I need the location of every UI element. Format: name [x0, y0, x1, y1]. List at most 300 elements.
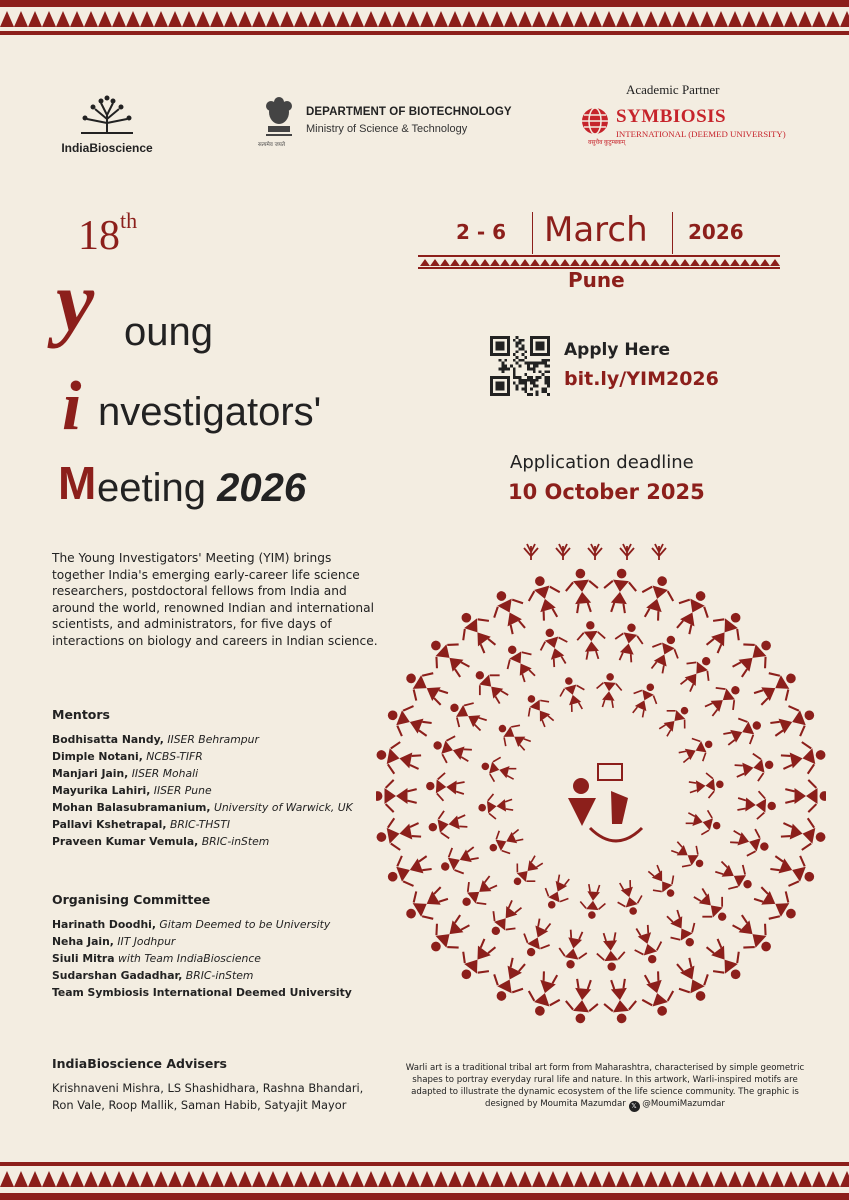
list-item: Mohan Balasubramanium, University of Warwick, UK	[52, 801, 353, 814]
warli-figure	[421, 630, 475, 683]
border-motif	[784, 1171, 798, 1187]
list-item: Manjari Jain, IISER Mohali	[52, 767, 199, 780]
warli-figure	[642, 861, 683, 904]
event-dates	[448, 206, 768, 258]
dbt-logo	[258, 96, 518, 150]
date-divider-right	[672, 212, 673, 254]
list-item: Praveen Kumar Vemula, BRIC-inStem	[52, 835, 270, 848]
warli-figure	[519, 689, 560, 732]
event-city: Pune	[568, 268, 625, 292]
border-motif	[728, 11, 742, 27]
border-motif	[826, 11, 840, 27]
scientist-head	[573, 778, 589, 794]
border-motif	[168, 11, 182, 27]
warli-figure	[421, 908, 475, 961]
border-motif	[70, 11, 84, 27]
border-motif	[154, 1171, 168, 1187]
globe-icon	[580, 106, 610, 136]
border-motif	[112, 1171, 126, 1187]
warli-figure	[595, 672, 623, 708]
title-word-meeting	[97, 466, 306, 511]
warli-figure	[523, 969, 566, 1020]
title-word-young: oung	[124, 310, 213, 354]
band-motif	[500, 259, 510, 266]
border-motif	[154, 11, 168, 27]
band-motif	[450, 259, 460, 266]
band-motif	[700, 259, 710, 266]
border-motif	[42, 1171, 56, 1187]
title-word-investigators: nvestigators'	[98, 390, 322, 434]
border-motif	[560, 1171, 574, 1187]
band-motif	[510, 259, 520, 266]
warli-figure	[767, 699, 820, 745]
warli-figure	[602, 978, 638, 1025]
border-motif	[336, 1171, 350, 1187]
border-motif	[630, 1171, 644, 1187]
border-motif	[686, 1171, 700, 1187]
border-motif	[518, 11, 532, 27]
warli-figure	[779, 738, 826, 778]
tree-icon	[77, 95, 137, 135]
warli-figure	[636, 572, 679, 623]
mentors-list	[52, 731, 382, 850]
border-motif	[616, 11, 630, 27]
band-motif	[530, 259, 540, 266]
warli-figure	[556, 928, 590, 971]
border-motif	[224, 11, 238, 27]
warli-figure	[576, 620, 606, 660]
border-motif	[378, 11, 392, 27]
border-motif	[588, 11, 602, 27]
border-motif	[658, 11, 672, 27]
warli-figure	[676, 731, 718, 769]
warli-figure	[720, 711, 766, 752]
border-motif	[462, 1171, 476, 1187]
border-motif	[490, 11, 504, 27]
committee-list	[52, 916, 382, 1001]
border-motif	[532, 11, 546, 27]
border-motif	[182, 11, 196, 27]
band-motif	[650, 259, 660, 266]
border-motif	[252, 1171, 266, 1187]
band-motif	[590, 259, 600, 266]
border-motif	[546, 11, 560, 27]
microscope-icon	[611, 791, 628, 824]
band-motif	[620, 259, 630, 266]
border-motif	[756, 1171, 770, 1187]
warli-figure	[612, 621, 646, 664]
list-item: Mayurika Lahiri, IISER Pune	[52, 784, 212, 797]
warli-figure	[733, 750, 776, 784]
border-motif	[56, 11, 70, 27]
warli-figure	[517, 915, 558, 961]
apply-link[interactable]: bit.ly/YIM2026	[564, 368, 719, 390]
warli-figure	[485, 954, 533, 1008]
band-motif	[480, 259, 490, 266]
indiabioscience-name: IndiaBioscience	[61, 141, 153, 155]
top-warli-border	[0, 0, 849, 38]
band-motif	[760, 259, 770, 266]
warli-figure	[711, 855, 758, 899]
border-motif	[378, 1171, 392, 1187]
dbt-title: DEPARTMENT OF BIOTECHNOLOGY	[306, 106, 512, 118]
warli-figure	[429, 731, 474, 769]
border-motif	[448, 1171, 462, 1187]
border-motif	[616, 1171, 630, 1187]
border-motif	[798, 11, 812, 27]
border-motif	[714, 11, 728, 27]
warli-figure	[564, 978, 600, 1025]
warli-figure	[669, 585, 717, 639]
warli-figure	[426, 807, 469, 841]
border-motif	[630, 11, 644, 27]
warli-figure	[492, 716, 535, 756]
band-motif	[670, 259, 680, 266]
border-motif	[0, 11, 14, 27]
deadline-label: Application deadline	[510, 452, 694, 473]
border-motif	[672, 11, 686, 27]
warli-figure	[660, 906, 704, 953]
border-motif	[546, 1171, 560, 1187]
warli-figure	[613, 878, 647, 918]
plant-motif	[588, 544, 602, 560]
warli-figure	[726, 630, 780, 683]
warli-figure	[654, 699, 696, 741]
border-motif	[126, 1171, 140, 1187]
warli-figure	[602, 567, 638, 614]
border-motif	[28, 11, 42, 27]
border-motif	[308, 1171, 322, 1187]
border-motif	[196, 11, 210, 27]
border-motif	[532, 1171, 546, 1187]
list-item: Siuli Mitra with Team IndiaBioscience	[52, 952, 261, 965]
border-motif	[406, 11, 420, 27]
border-motif	[812, 1171, 826, 1187]
border-motif	[406, 1171, 420, 1187]
mentors-heading: Mentors	[52, 707, 110, 722]
x-social-icon: 𝕏	[629, 1101, 640, 1112]
warli-figure	[749, 662, 803, 713]
band-motif	[640, 259, 650, 266]
warli-figure	[484, 823, 526, 861]
warli-figure	[629, 923, 667, 968]
warli-figure	[376, 738, 423, 778]
border-motif	[714, 1171, 728, 1187]
border-motif	[84, 1171, 98, 1187]
band-motif	[610, 259, 620, 266]
band-motif	[630, 259, 640, 266]
border-motif	[28, 1171, 42, 1187]
band-motif	[420, 259, 430, 266]
border-motif	[476, 1171, 490, 1187]
qr-code[interactable]	[490, 336, 550, 396]
advisers-heading: IndiaBioscience Advisers	[52, 1056, 227, 1071]
warli-figure	[737, 790, 777, 820]
warli-figure	[767, 848, 820, 894]
border-motif	[238, 11, 252, 27]
date-warli-band	[418, 255, 780, 269]
band-motif	[550, 259, 560, 266]
apply-label: Apply Here	[564, 340, 670, 360]
border-motif	[126, 11, 140, 27]
border-motif	[826, 1171, 840, 1187]
border-motif	[364, 11, 378, 27]
border-motif	[588, 1171, 602, 1187]
warli-figure	[564, 567, 600, 614]
border-motif	[42, 11, 56, 27]
advisers-list: Krishnaveni Mishra, LS Shashidhara, Rashna Bhandari, Ron Vale, Roop Mallik, Saman Habib, Satyajit Mayor	[52, 1081, 364, 1112]
warli-figure	[425, 772, 465, 802]
scientist-body	[568, 798, 596, 826]
warli-figure	[467, 662, 514, 709]
border-motif	[840, 11, 849, 27]
border-motif	[392, 11, 406, 27]
warli-figure	[674, 649, 720, 696]
border-motif	[238, 1171, 252, 1187]
border-motif	[140, 11, 154, 27]
warli-figure	[444, 694, 491, 738]
border-motif	[322, 1171, 336, 1187]
border-motif	[322, 11, 336, 27]
border-motif	[0, 1171, 14, 1187]
warli-figure	[498, 639, 542, 686]
border-motif	[770, 11, 784, 27]
border-motif	[112, 11, 126, 27]
border-motif	[434, 1171, 448, 1187]
border-motif	[420, 11, 434, 27]
border-motif	[224, 1171, 238, 1187]
warli-figure	[436, 840, 482, 881]
band-motif	[580, 259, 590, 266]
event-month: March	[544, 210, 648, 250]
title-letter-i: i	[62, 368, 82, 445]
dbt-subtitle: Ministry of Science & Technology	[306, 123, 468, 135]
border-motif	[686, 11, 700, 27]
symbiosis-motto: वसुधैव कुटुम्बकम्	[588, 140, 626, 146]
border-motif	[602, 1171, 616, 1187]
list-item: Sudarshan Gadadhar, BRIC-inStem	[52, 969, 254, 982]
border-motif	[14, 1171, 28, 1187]
warli-figure	[636, 969, 679, 1020]
border-motif	[812, 11, 826, 27]
warli-figure	[626, 679, 663, 721]
list-item: Pallavi Kshetrapal, BRIC-THSTI	[52, 818, 231, 831]
symbiosis-subtitle: INTERNATIONAL (DEEMED UNIVERSITY)	[616, 129, 786, 139]
border-motif	[728, 1171, 742, 1187]
monitor-icon	[598, 764, 622, 780]
caption-text: Warli art is a traditional tribal art form from Maharashtra, characterised by simple geometric shapes to portray everyday rural life and nature. In this artwork, Warli-inspired motifs are adapted to illustrate the dynamic ecosystem of the life science community. The graphic is designed by Moumita Mazumdar	[405, 1063, 805, 1109]
warli-figure	[644, 630, 685, 676]
plant-motif	[620, 544, 634, 560]
warli-figure	[506, 851, 548, 893]
band-motif	[520, 259, 530, 266]
border-motif	[574, 11, 588, 27]
border-motif	[280, 1171, 294, 1187]
edition-suffix: th	[120, 208, 138, 233]
border-motif	[182, 1171, 196, 1187]
border-motif	[462, 11, 476, 27]
border-motif	[392, 1171, 406, 1187]
border-motif	[210, 1171, 224, 1187]
band-motif	[720, 259, 730, 266]
border-motif	[700, 1171, 714, 1187]
plant-motif	[556, 544, 570, 560]
warli-figure	[376, 780, 417, 812]
event-days: 2 - 6	[456, 220, 507, 244]
border-motif	[168, 1171, 182, 1187]
warli-figure	[523, 572, 566, 623]
artist-handle: @MoumiMazumdar	[642, 1099, 725, 1109]
warli-figure	[485, 585, 533, 639]
warli-figure	[482, 895, 528, 942]
edition-value: 18	[78, 213, 120, 259]
border-motif	[504, 1171, 518, 1187]
symbiosis-logo	[578, 104, 818, 152]
band-motif	[560, 259, 570, 266]
list-item: Harinath Doodhi, Gitam Deemed to be University	[52, 918, 331, 931]
warli-figure	[688, 771, 725, 799]
border-motif	[434, 11, 448, 27]
border-motif	[336, 11, 350, 27]
warli-figure	[398, 662, 452, 713]
warli-figure	[688, 883, 735, 930]
title-letter-y: y	[56, 253, 95, 349]
warli-figure	[382, 699, 435, 745]
warli-figure	[779, 814, 826, 854]
warli-figure	[382, 848, 435, 894]
border-motif	[294, 1171, 308, 1187]
border-motif	[700, 11, 714, 27]
warli-figure	[539, 872, 576, 914]
band-motif	[730, 259, 740, 266]
warli-figure	[535, 625, 573, 670]
band-motif	[470, 259, 480, 266]
border-motif	[756, 11, 770, 27]
border-motif	[658, 1171, 672, 1187]
border-motif	[196, 1171, 210, 1187]
border-motif	[672, 1171, 686, 1187]
border-motif	[280, 11, 294, 27]
band-motif	[750, 259, 760, 266]
border-motif	[140, 1171, 154, 1187]
border-motif	[574, 1171, 588, 1187]
warli-figure	[669, 954, 717, 1008]
warli-figure	[700, 677, 747, 723]
border-motif	[644, 1171, 658, 1187]
artwork-caption	[398, 1062, 812, 1112]
warli-figure	[477, 792, 514, 820]
event-year: 2026	[688, 220, 744, 244]
border-motif	[84, 11, 98, 27]
border-motif	[504, 11, 518, 27]
border-motif	[70, 1171, 84, 1187]
band-motif	[600, 259, 610, 266]
plant-motif	[524, 544, 538, 560]
warli-figure	[667, 836, 710, 876]
border-motif	[56, 1171, 70, 1187]
border-motif	[364, 1171, 378, 1187]
intro-paragraph: The Young Investigators' Meeting (YIM) brings together India's emerging early-career life science researchers, postdoctoral fellows from India and around the world, renowned Indian and international scientists, and administrators, for five days of interactions on biology and careers in Indian science.	[52, 551, 378, 648]
list-item: Bodhisatta Nandy, IISER Behrampur	[52, 733, 259, 746]
warli-figure	[556, 674, 590, 714]
border-motif	[644, 11, 658, 27]
band-motif	[460, 259, 470, 266]
border-motif	[770, 1171, 784, 1187]
border-motif	[742, 1171, 756, 1187]
deadline-date: 10 October 2025	[508, 480, 705, 504]
border-motif	[350, 1171, 364, 1187]
date-divider-left	[532, 212, 533, 254]
border-motif	[210, 11, 224, 27]
border-motif	[448, 11, 462, 27]
title-year: 2026	[217, 466, 307, 510]
warli-figure	[785, 780, 826, 812]
border-motif	[294, 11, 308, 27]
warli-figure	[684, 806, 724, 839]
bottom-warli-border	[0, 1162, 849, 1200]
band-motif	[570, 259, 580, 266]
border-motif	[840, 1171, 849, 1187]
academic-partner-label: Academic Partner	[626, 82, 720, 97]
symbiosis-name: SYMBIOSIS	[616, 106, 727, 127]
border-motif	[798, 1171, 812, 1187]
border-motif	[98, 11, 112, 27]
list-item: Team Symbiosis International Deemed University	[52, 986, 352, 999]
border-motif	[742, 11, 756, 27]
border-motif	[266, 1171, 280, 1187]
band-motif	[440, 259, 450, 266]
border-motif	[266, 11, 280, 27]
border-motif	[350, 11, 364, 27]
warli-figure	[726, 908, 780, 961]
band-motif	[710, 259, 720, 266]
border-motif	[518, 1171, 532, 1187]
band-motif	[690, 259, 700, 266]
band-motif	[490, 259, 500, 266]
band-motif	[430, 259, 440, 266]
border-motif	[602, 11, 616, 27]
border-motif	[252, 11, 266, 27]
band-motif	[770, 259, 780, 266]
border-motif	[560, 11, 574, 27]
dbt-motto: सत्यमेव जयते	[258, 142, 286, 148]
border-motif	[14, 11, 28, 27]
warli-figure	[728, 823, 773, 861]
border-motif	[420, 1171, 434, 1187]
warli-figure	[376, 814, 423, 854]
border-motif	[308, 11, 322, 27]
border-motif	[98, 1171, 112, 1187]
table-arc	[590, 828, 642, 841]
border-motif	[784, 11, 798, 27]
border-motif	[490, 1171, 504, 1187]
warli-spiral-artwork	[376, 536, 826, 1036]
warli-figure	[398, 879, 452, 930]
warli-figure	[455, 870, 502, 916]
band-motif	[740, 259, 750, 266]
band-motif	[660, 259, 670, 266]
band-motif	[540, 259, 550, 266]
list-item: Dimple Notani, NCBS-TIFR	[52, 750, 203, 763]
warli-figure	[596, 932, 626, 972]
committee-heading: Organising Committee	[52, 892, 211, 907]
title-meeting-text: eeting	[97, 466, 206, 510]
warli-figure	[749, 879, 803, 930]
list-item: Neha Jain, IIT Jodhpur	[52, 935, 176, 948]
band-motif	[680, 259, 690, 266]
warli-figure	[579, 884, 607, 920]
title-letter-m: M	[58, 457, 97, 509]
